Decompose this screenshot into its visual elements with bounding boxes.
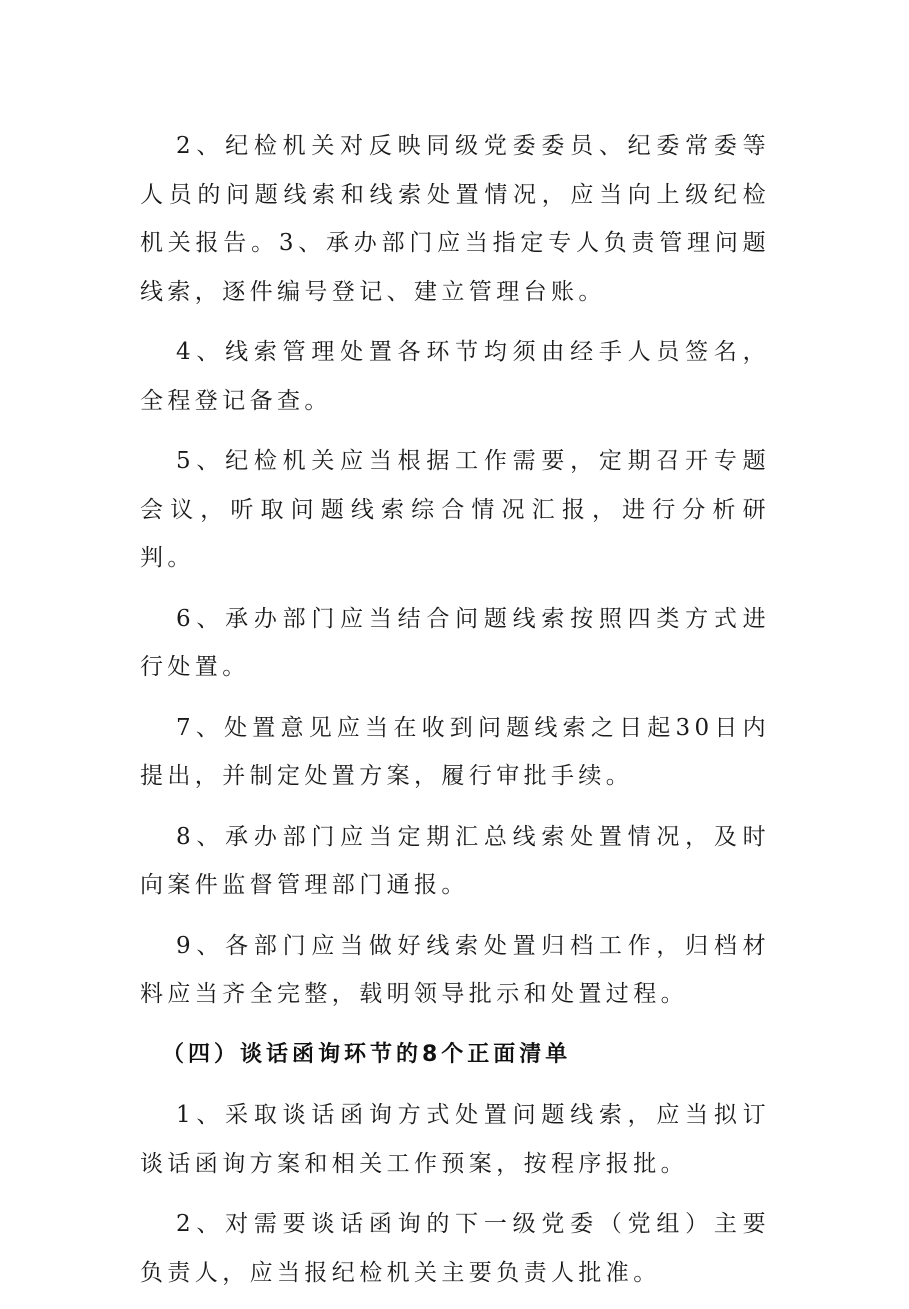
paragraph-item-7-deadline: 7、处置意见应当在收到问题线索之日起30日内提出，并制定处置方案，履行审批手续。 <box>140 714 770 789</box>
paragraph-item-6-dispose: 6、承办部门应当结合问题线索按照四类方式进行处置。 <box>140 605 770 680</box>
paragraph-item-9-archive: 9、各部门应当做好线索处置归档工作，归档材料应当齐全完整，载明领导批示和处置过程。 <box>140 932 770 1007</box>
paragraph-item-4-sign: 4、线索管理处置各环节均须由经手人员签名，全程登记备查。 <box>140 339 770 414</box>
paragraph-item-8-notify: 8、承办部门应当定期汇总线索处置情况，及时向案件监督管理部门通报。 <box>140 823 770 898</box>
paragraph-item-2-report: 2、纪检机关对反映同级党委委员、纪委常委等人员的问题线索和线索处置情况，应当向上级纪检机关报告。3、承办部门应当指定专人负责管理问题线索，逐件编号登记、建立管理台账。 <box>140 133 770 305</box>
document-body <box>140 122 770 1309</box>
section-heading: （四）谈话函询环节的8个正面清单 <box>162 1041 572 1067</box>
paragraph-talk-item-2: 2、对需要谈话函询的下一级党委（党组）主要负责人，应当报纪检机关主要负责人批准。 <box>140 1211 770 1286</box>
paragraph-item-5-meeting: 5、纪检机关应当根据工作需要，定期召开专题会议，听取问题线索综合情况汇报，进行分析研判。 <box>140 448 770 571</box>
paragraph-talk-item-1: 1、采取谈话函询方式处置问题线索，应当拟订谈话函询方案和相关工作预案，按程序报批。 <box>140 1102 770 1177</box>
